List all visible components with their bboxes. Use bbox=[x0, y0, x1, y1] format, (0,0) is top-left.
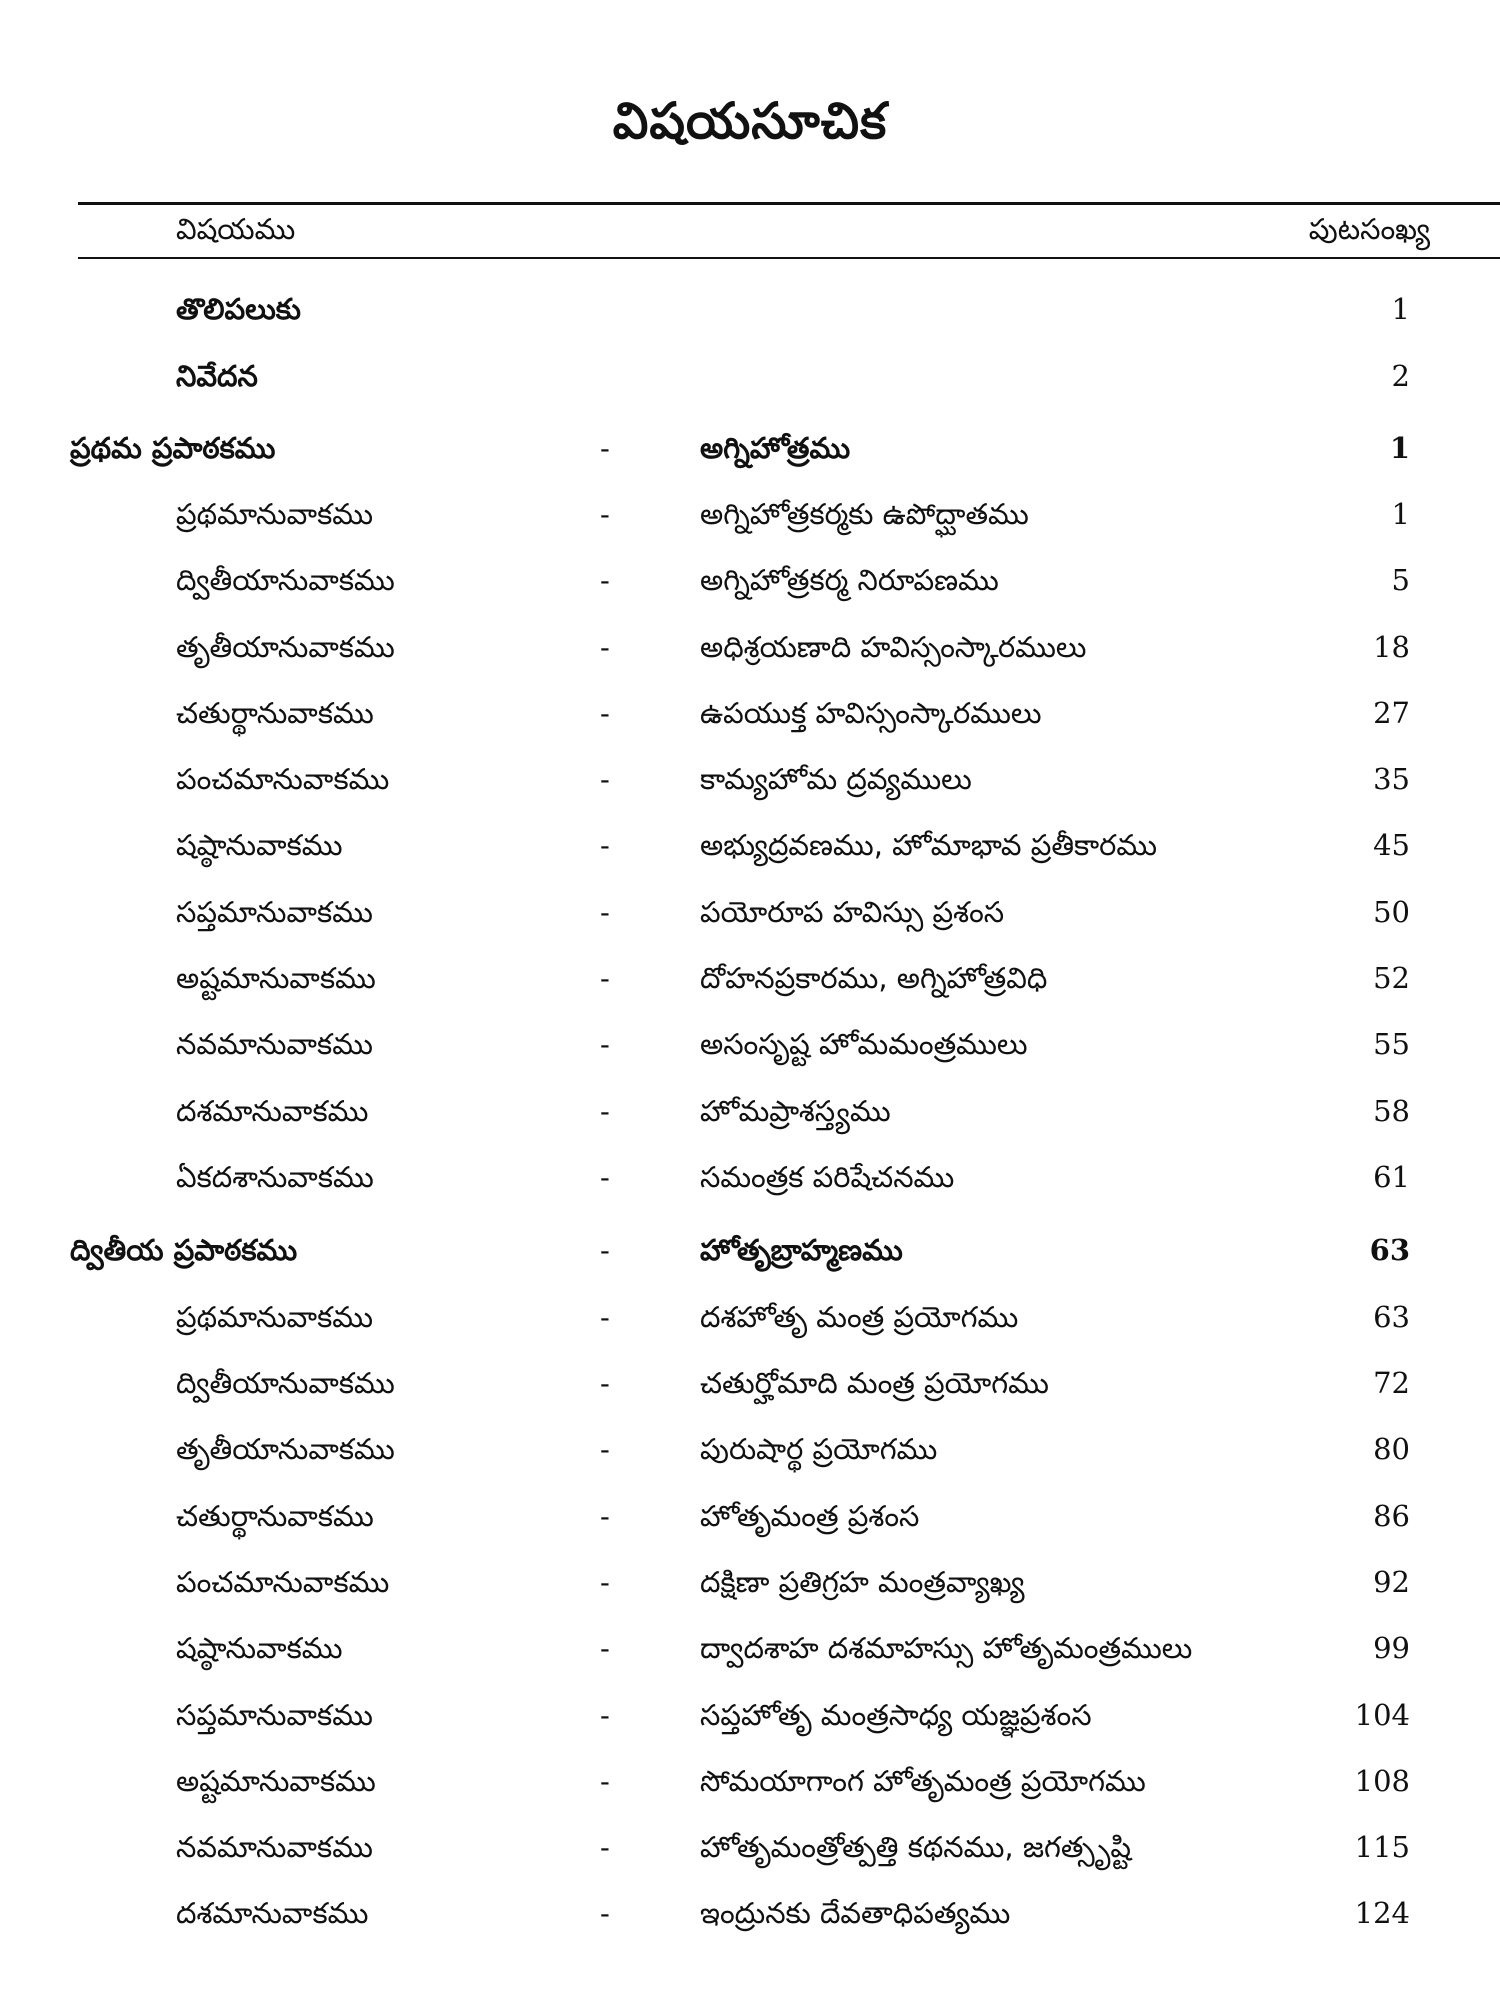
entry-name: దశమానువాకము bbox=[176, 1094, 369, 1128]
toc-entry-row[interactable] bbox=[0, 686, 1500, 746]
entry-name: పంచమానువాకము bbox=[176, 1565, 390, 1599]
entry-dash: - bbox=[600, 895, 610, 929]
section-page: 63 bbox=[1369, 1233, 1410, 1267]
section-topic: అగ్నిహోత్రము bbox=[700, 431, 851, 465]
entry-page: 35 bbox=[1373, 762, 1410, 796]
entry-dash: - bbox=[600, 696, 610, 730]
entry-topic: అభ్యుద్రవణము, హోమాభావ ప్రతీకారము bbox=[700, 828, 1158, 862]
entry-page: 115 bbox=[1354, 1830, 1410, 1864]
entry-dash: - bbox=[600, 1366, 610, 1400]
entry-page: 5 bbox=[1391, 563, 1410, 597]
toc-entry-row[interactable] bbox=[0, 1017, 1500, 1077]
entry-dash: - bbox=[600, 1160, 610, 1194]
entry-dash: - bbox=[600, 762, 610, 796]
entry-name: ద్వితీయానువాకము bbox=[176, 563, 395, 597]
toc-entry-row[interactable] bbox=[0, 1290, 1500, 1350]
entry-name: షష్ఠానువాకము bbox=[176, 1631, 343, 1665]
entry-dash: - bbox=[600, 1233, 610, 1267]
header-top-rule bbox=[78, 202, 1500, 205]
entry-topic: దక్షిణా ప్రతిగ్రహ మంత్రవ్యాఖ్య bbox=[700, 1565, 1025, 1599]
entry-topic: సప్తహోతృ మంత్రసాధ్య యజ్ఞప్రశంస bbox=[700, 1698, 1092, 1732]
entry-name: దశమానువాకము bbox=[176, 1896, 369, 1930]
entry-dash: - bbox=[600, 1432, 610, 1466]
toc-entry-row[interactable] bbox=[0, 1084, 1500, 1144]
entry-name: ప్రథమానువాకము bbox=[176, 1300, 374, 1334]
toc-entry-row[interactable] bbox=[0, 1150, 1500, 1210]
entry-name: షష్ఠానువాకము bbox=[176, 828, 343, 862]
entry-page: 58 bbox=[1373, 1094, 1410, 1128]
entry-name: ద్వితీయానువాకము bbox=[176, 1366, 395, 1400]
toc-entry-row[interactable] bbox=[0, 487, 1500, 547]
entry-topic: పయోరూప హవిస్సు ప్రశంస bbox=[700, 895, 1005, 929]
entry-topic: సోమయాగాంగ హోతృమంత్ర ప్రయోగము bbox=[700, 1764, 1146, 1798]
entry-name: సప్తమానువాకము bbox=[176, 895, 373, 929]
section-page: 1 bbox=[1389, 431, 1410, 465]
entry-name: చతుర్థానువాకము bbox=[176, 1499, 374, 1533]
entry-page: 72 bbox=[1373, 1366, 1410, 1400]
entry-page: 2 bbox=[1391, 359, 1410, 393]
entry-topic: దోహనప్రకారము, అగ్నిహోత్రవిధి bbox=[700, 961, 1048, 995]
entry-dash: - bbox=[600, 1094, 610, 1128]
toc-entry-row[interactable] bbox=[0, 1754, 1500, 1814]
toc-entry-row[interactable] bbox=[0, 1688, 1500, 1748]
entry-dash: - bbox=[600, 1300, 610, 1334]
toc-section-row[interactable] bbox=[0, 1223, 1500, 1283]
entry-name: తృతీయానువాకము bbox=[176, 630, 395, 664]
toc-entry-row[interactable] bbox=[0, 1555, 1500, 1615]
entry-topic: అగ్నిహోత్రకర్మ నిరూపణము bbox=[700, 563, 999, 597]
entry-topic: హోతృమంత్ర ప్రశంస bbox=[700, 1499, 920, 1533]
entry-dash: - bbox=[600, 630, 610, 664]
entry-page: 45 bbox=[1373, 828, 1410, 862]
entry-page: 55 bbox=[1373, 1027, 1410, 1061]
toc-entry-row[interactable] bbox=[0, 1621, 1500, 1681]
entry-name: నవమానువాకము bbox=[176, 1027, 373, 1061]
entry-page: 27 bbox=[1373, 696, 1410, 730]
entry-name: సప్తమానువాకము bbox=[176, 1698, 373, 1732]
entry-topic: సమంత్రక పరిషేచనము bbox=[700, 1160, 955, 1194]
entry-page: 92 bbox=[1373, 1565, 1410, 1599]
entry-topic: అగ్నిహోత్రకర్మకు ఉపోద్ఘాతము bbox=[700, 497, 1029, 531]
entry-dash: - bbox=[600, 431, 610, 465]
toc-entry-row[interactable] bbox=[0, 885, 1500, 945]
entry-dash: - bbox=[600, 1896, 610, 1930]
section-name: ద్వితీయ ప్రపాఠకము bbox=[70, 1233, 298, 1267]
entry-topic: ద్వాదశాహ దశమాహస్సు హోతృమంత్రములు bbox=[700, 1631, 1193, 1665]
section-topic: హోతృబ్రాహ్మణము bbox=[700, 1233, 903, 1267]
entry-topic: హోతృమంత్రోత్పత్తి కథనము, జగత్సృష్టి bbox=[700, 1830, 1132, 1864]
toc-entry-row[interactable] bbox=[0, 553, 1500, 613]
entry-page: 86 bbox=[1373, 1499, 1410, 1533]
entry-topic: అధిశ్రయణాది హవిస్సంస్కారములు bbox=[700, 630, 1087, 664]
entry-name: ప్రథమానువాకము bbox=[176, 497, 374, 531]
entry-dash: - bbox=[600, 1027, 610, 1061]
entry-page: 80 bbox=[1373, 1432, 1410, 1466]
entry-dash: - bbox=[600, 961, 610, 995]
entry-topic: ఇంద్రునకు దేవతాధిపత్యము bbox=[700, 1896, 1011, 1930]
toc-entry-row[interactable] bbox=[0, 1489, 1500, 1549]
entry-name: నివేదన bbox=[176, 359, 258, 393]
entry-name: అష్టమానువాకము bbox=[176, 1764, 376, 1798]
entry-name: తృతీయానువాకము bbox=[176, 1432, 395, 1466]
toc-entry-row[interactable] bbox=[0, 1422, 1500, 1482]
toc-intro-row[interactable] bbox=[0, 349, 1500, 409]
entry-dash: - bbox=[600, 563, 610, 597]
toc-intro-row[interactable] bbox=[0, 282, 1500, 342]
entry-page: 18 bbox=[1373, 630, 1410, 664]
entry-page: 61 bbox=[1373, 1160, 1410, 1194]
entry-page: 124 bbox=[1354, 1896, 1410, 1930]
column-header-subject: విషయము bbox=[176, 212, 296, 246]
header-bottom-rule bbox=[78, 257, 1500, 259]
column-header-page: పుటసంఖ్య bbox=[1308, 212, 1430, 246]
entry-page: 1 bbox=[1391, 497, 1410, 531]
entry-page: 104 bbox=[1354, 1698, 1410, 1732]
entry-page: 99 bbox=[1373, 1631, 1410, 1665]
entry-topic: కామ్యహోమ ద్రవ్యములు bbox=[700, 762, 972, 796]
page-title: విషయసూచిక bbox=[612, 92, 888, 150]
entry-topic: అసంసృష్ట హోమమంత్రములు bbox=[700, 1027, 1028, 1061]
entry-dash: - bbox=[600, 1631, 610, 1665]
entry-name: నవమానువాకము bbox=[176, 1830, 373, 1864]
entry-page: 50 bbox=[1373, 895, 1410, 929]
toc-entry-row[interactable] bbox=[0, 620, 1500, 680]
entry-topic: పురుషార్థ ప్రయోగము bbox=[700, 1432, 938, 1466]
entry-topic: హోమప్రాశస్త్యము bbox=[700, 1094, 891, 1128]
entry-name: పంచమానువాకము bbox=[176, 762, 390, 796]
entry-topic: దశహోతృ మంత్ర ప్రయోగము bbox=[700, 1300, 1019, 1334]
entry-dash: - bbox=[600, 828, 610, 862]
toc-entry-row[interactable] bbox=[0, 1356, 1500, 1416]
entry-dash: - bbox=[600, 1764, 610, 1798]
entry-name: ఏకదశానువాకము bbox=[176, 1160, 374, 1194]
section-name: ప్రథమ ప్రపాఠకము bbox=[70, 431, 276, 465]
entry-dash: - bbox=[600, 1565, 610, 1599]
entry-name: తొలిపలుకు bbox=[176, 292, 301, 326]
entry-page: 1 bbox=[1391, 292, 1410, 326]
entry-page: 63 bbox=[1373, 1300, 1410, 1334]
toc-section-row[interactable] bbox=[0, 421, 1500, 481]
entry-dash: - bbox=[600, 1830, 610, 1864]
entry-name: అష్టమానువాకము bbox=[176, 961, 376, 995]
entry-page: 52 bbox=[1373, 961, 1410, 995]
entry-topic: ఉపయుక్త హవిస్సంస్కారములు bbox=[700, 696, 1042, 730]
toc-entry-row[interactable] bbox=[0, 752, 1500, 812]
toc-entry-row[interactable] bbox=[0, 951, 1500, 1011]
entry-topic: చతుర్హోమాది మంత్ర ప్రయోగము bbox=[700, 1366, 1049, 1400]
entry-name: చతుర్థానువాకము bbox=[176, 696, 374, 730]
entry-dash: - bbox=[600, 1698, 610, 1732]
entry-dash: - bbox=[600, 1499, 610, 1533]
toc-entry-row[interactable] bbox=[0, 1820, 1500, 1880]
entry-dash: - bbox=[600, 497, 610, 531]
entry-page: 108 bbox=[1354, 1764, 1410, 1798]
toc-entry-row[interactable] bbox=[0, 1886, 1500, 1946]
toc-entry-row[interactable] bbox=[0, 818, 1500, 878]
